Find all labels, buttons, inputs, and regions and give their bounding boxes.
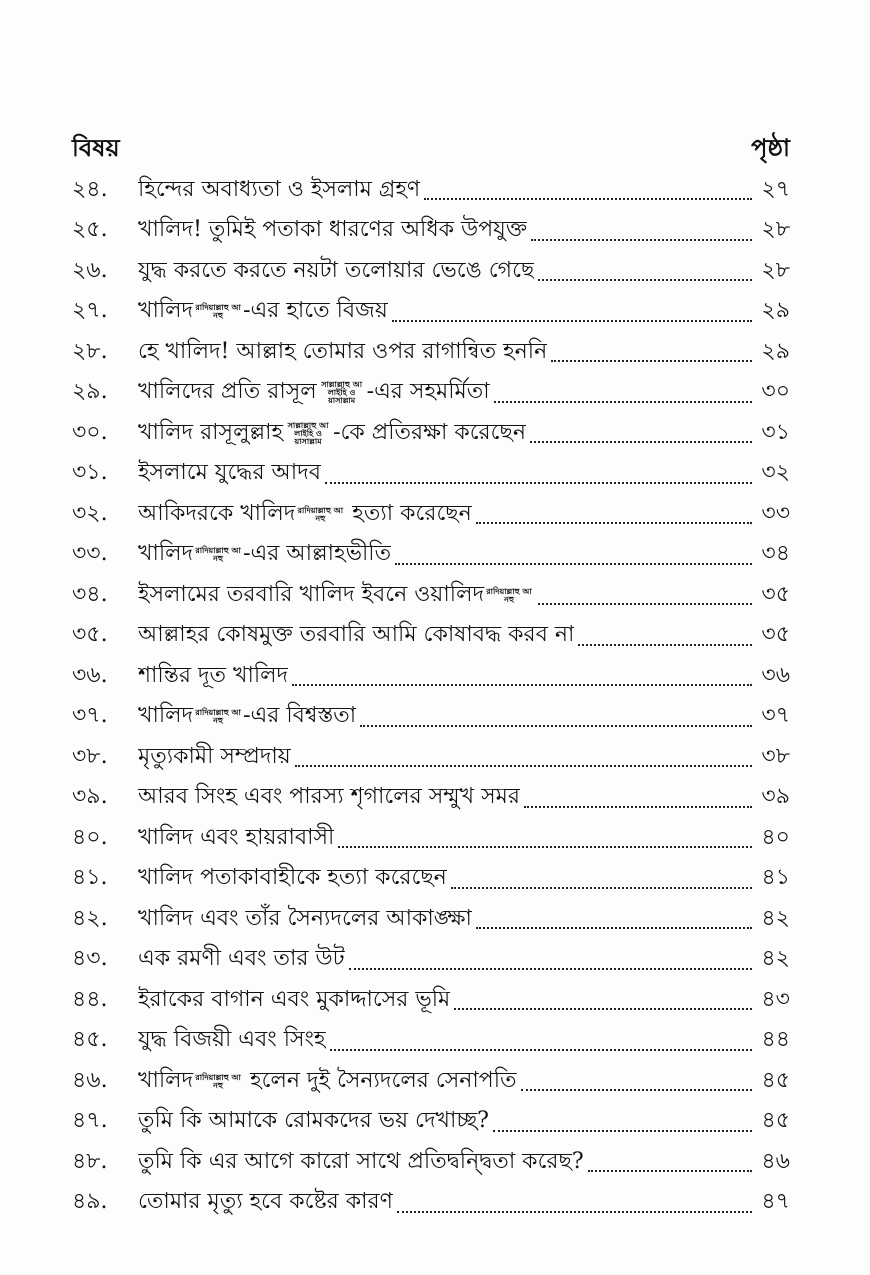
toc-entry (72, 616, 790, 657)
entry-page-number: ৩৮ (761, 743, 790, 769)
entry-title-suffix: হলেন দুই সৈন্যদলের সেনাপতি (243, 1067, 517, 1093)
entry-page-number: ৪০ (761, 824, 790, 850)
entry-title (138, 1063, 517, 1100)
entry-title-text: মৃত্যুকামী সম্প্রদায় (138, 743, 291, 769)
entry-number: ৪৬. (72, 1067, 108, 1093)
entry-page-number: ৪২ (761, 946, 790, 972)
entry-title-suffix: হত্যা করেছেন (345, 500, 472, 526)
entry-title-text: খালিদ এবং তাঁর সৈন্যদলের আকাঙ্ক্ষা (138, 905, 472, 931)
entry-page-number: ৪২ (761, 905, 790, 931)
dot-leader (397, 1193, 752, 1213)
entry-title (138, 293, 388, 330)
toc-entry (72, 940, 790, 981)
entry-number: ২৭. (72, 298, 108, 324)
entry-number: ৪০. (72, 824, 108, 850)
entry-number: ৩৩. (72, 541, 108, 567)
entry-title (138, 617, 574, 654)
dot-leader (392, 302, 752, 322)
honorific-ligature: রাদিয়াল্লাহু আনহু (195, 545, 241, 564)
entry-number: ৩২. (72, 500, 108, 526)
entry-title-text: হিন্দের অবাধ্যতা ও ইসলাম গ্রহণ (138, 176, 421, 202)
toc-entry (72, 575, 790, 616)
entry-title (138, 455, 321, 492)
entry-page-number: ৩৩ (761, 500, 790, 526)
dot-leader (578, 626, 752, 646)
entry-title-suffix: -এর বিশ্বস্ততা (243, 703, 357, 729)
toc-entry (72, 1183, 790, 1224)
toc-header (72, 130, 790, 170)
honorific-ligature: রাদিয়াল্লাহু আনহু (195, 1071, 241, 1090)
entry-title (138, 415, 526, 452)
entry-number: ৪৮. (72, 1148, 108, 1174)
entry-number: ৪৯. (72, 1189, 108, 1215)
dot-leader (588, 1152, 752, 1172)
toc-entry (72, 778, 790, 819)
entry-page-number: ৩৭ (761, 703, 790, 729)
dot-leader (476, 504, 752, 524)
entry-title (138, 1144, 584, 1181)
dot-leader (330, 1031, 752, 1051)
entry-title-text: তুমি কি আমাকে রোমকদের ভয় দেখাচ্ছ? (138, 1108, 489, 1134)
entry-number: ২৯. (72, 379, 108, 405)
dot-leader (538, 585, 752, 605)
entry-page-number: ৩১ (761, 419, 790, 445)
entry-number: ৪২. (72, 905, 108, 931)
dot-leader (538, 261, 752, 281)
entry-number: ৩৯. (72, 784, 108, 810)
entry-page-number: ৩৪ (761, 541, 790, 567)
entry-title (138, 577, 534, 614)
honorific-ligature: রাদিয়াল্লাহু আনহু (486, 585, 532, 604)
entry-title-text: শান্তির দূত খালিদ (138, 662, 289, 688)
dot-leader (338, 828, 752, 848)
entry-title (138, 820, 334, 857)
entry-title (138, 1022, 326, 1059)
dot-leader (531, 221, 752, 241)
entry-page-number: ৪৭ (761, 1189, 790, 1215)
toc-entry (72, 818, 790, 859)
entry-page-number: ২৮ (761, 217, 790, 243)
entry-page-number: ৪৫ (761, 1108, 790, 1134)
entry-page-number: ৩০ (761, 379, 790, 405)
entry-number: ৩০. (72, 419, 108, 445)
toc-entry (72, 1102, 790, 1143)
entry-title (138, 779, 520, 816)
honorific-ligature: রাদিয়াল্লাহু আনহু (195, 707, 241, 726)
dot-leader (360, 707, 752, 727)
entry-title (138, 860, 447, 897)
entry-page-number: ৪১ (761, 865, 790, 891)
entry-title-text: খালিদ (138, 1067, 194, 1093)
toc-entry (72, 656, 790, 697)
dot-leader (524, 788, 752, 808)
entry-title-text: আরব সিংহ এবং পারস্য শৃগালের সম্মুখ সমর (138, 784, 520, 810)
entry-title (138, 739, 291, 776)
toc-entry (72, 170, 790, 211)
entry-title-text: আকিদরকে খালিদ (138, 500, 296, 526)
entry-title (138, 536, 391, 573)
toc-entry (72, 697, 790, 738)
entry-page-number: ২৭ (761, 176, 790, 202)
toc-entry (72, 373, 790, 414)
entry-title-text: ইসলামের তরবারি খালিদ ইবনে ওয়ালিদ (138, 581, 485, 607)
entry-title (138, 982, 450, 1019)
dot-leader (454, 990, 752, 1010)
honorific-ligature: রাদিয়াল্লাহু আনহু (195, 302, 241, 321)
entry-title (138, 658, 288, 695)
entry-title (138, 172, 420, 209)
entry-title (138, 1103, 489, 1140)
honorific-ligature: রাদিয়াল্লাহু আনহু (297, 504, 344, 523)
toc-entry (72, 1142, 790, 1183)
entry-title-text: খালিদ (138, 703, 194, 729)
toc-entry (72, 211, 790, 252)
entry-title (138, 1184, 393, 1221)
entry-page-number: ৪৩ (761, 986, 790, 1012)
entry-number: ৪৪. (72, 986, 108, 1012)
dot-leader (395, 545, 752, 565)
subject-heading: বিষয় (72, 133, 120, 162)
entry-number: ৩১. (72, 460, 108, 486)
dot-leader (476, 909, 752, 929)
entry-title (138, 253, 534, 290)
entry-title (138, 496, 472, 533)
dot-leader (494, 383, 752, 403)
entry-title-suffix: -এর সহমর্মিতা (366, 379, 490, 405)
entry-number: ৪৫. (72, 1027, 108, 1053)
toc-entry (72, 454, 790, 495)
dot-leader (349, 950, 752, 970)
entry-title (138, 698, 356, 735)
dot-leader (530, 423, 752, 443)
toc-entry (72, 859, 790, 900)
toc-entry (72, 899, 790, 940)
entry-title-text: যুদ্ধ বিজয়ী এবং সিংহ (138, 1027, 326, 1053)
entry-title-text: খালিদ! তুমিই পতাকা ধারণের অধিক উপযুক্ত (138, 217, 528, 243)
honorific-ligature: সাল্লাল্লাহু আলাইহি ওয়াসাল্লাম (287, 419, 329, 446)
entry-title (138, 374, 490, 411)
toc-entry (72, 737, 790, 778)
entry-page-number: ৩৫ (761, 581, 790, 607)
entry-number: ৩৮. (72, 743, 108, 769)
page-heading: পৃষ্ঠা (751, 133, 790, 162)
entry-page-number: ৪৬ (761, 1148, 790, 1174)
honorific-ligature: সাল্লাল্লাহু আলাইহি ওয়াসাল্লাম (321, 379, 363, 406)
entry-number: ৩৬. (72, 662, 108, 688)
entry-number: ৪৩. (72, 946, 108, 972)
entry-title (138, 334, 547, 371)
entry-number: ৪৭. (72, 1108, 108, 1134)
dot-leader (551, 342, 752, 362)
entry-number: ৩৪. (72, 581, 108, 607)
toc-entry (72, 535, 790, 576)
dot-leader (325, 464, 752, 484)
entry-number: ২৬. (72, 257, 108, 283)
entry-number: ৩৫. (72, 622, 108, 648)
entry-title (138, 901, 472, 938)
dot-leader (493, 1112, 752, 1132)
entry-page-number: ৩৬ (761, 662, 790, 688)
entry-number: ২৪. (72, 176, 108, 202)
entry-title-text: ইরাকের বাগান এবং মুকাদ্দাসের ভূমি (138, 986, 451, 1012)
entry-page-number: ২৯ (761, 298, 790, 324)
entry-title-text: খালিদ (138, 298, 194, 324)
entry-title-text: হে খালিদ! আল্লাহ তোমার ওপর রাগান্বিত হননি (138, 338, 548, 364)
entry-number: ২৮. (72, 338, 108, 364)
entry-title-text: আল্লাহর কোষমুক্ত তরবারি আমি কোষাবদ্ধ করব না (138, 622, 575, 648)
entry-page-number: ২৮ (761, 257, 790, 283)
toc-entry (72, 413, 790, 454)
entry-title (138, 212, 527, 249)
dot-leader (521, 1071, 752, 1091)
entry-title-text: এক রমণী এবং তার উট (138, 946, 345, 972)
entry-number: ৩৭. (72, 703, 108, 729)
toc-entry (72, 1021, 790, 1062)
entry-title-suffix: -এর আল্লাহভীতি (243, 541, 392, 567)
entry-title-suffix: -কে প্রতিরক্ষা করেছেন (333, 419, 526, 445)
entry-title (138, 941, 345, 978)
entry-title-text: তুমি কি এর আগে কারো সাথে প্রতিদ্বন্দ্বিতা করেছ? (138, 1148, 584, 1174)
entry-page-number: ২৯ (761, 338, 790, 364)
entry-number: ২৫. (72, 217, 108, 243)
dot-leader (451, 869, 752, 889)
entry-title-text: খালিদ এবং হায়রাবাসী (138, 824, 335, 850)
dot-leader (292, 666, 752, 686)
dot-leader (424, 180, 752, 200)
toc-entry (72, 251, 790, 292)
toc-entry (72, 980, 790, 1021)
entry-title-text: খালিদ রাসূলুল্লাহ (138, 419, 284, 445)
toc-entry (72, 494, 790, 535)
entry-page-number: ৩৯ (761, 784, 790, 810)
entry-title-text: খালিদের প্রতি রাসূল (138, 379, 317, 405)
dot-leader (295, 747, 752, 767)
entry-page-number: ৪৫ (761, 1067, 790, 1093)
entry-title-text: ইসলামে যুদ্ধের আদব (138, 460, 322, 486)
entry-page-number: ৩৫ (761, 622, 790, 648)
entry-page-number: ৪৪ (761, 1027, 790, 1053)
toc-entry (72, 1061, 790, 1102)
entry-title-text: খালিদ (138, 541, 194, 567)
entry-title-text: যুদ্ধ করতে করতে নয়টা তলোয়ার ভেঙে গেছে (138, 257, 535, 283)
entry-title-suffix: -এর হাতে বিজয় (243, 298, 388, 324)
toc-entry (72, 332, 790, 373)
table-of-contents (72, 170, 790, 1223)
toc-entry (72, 292, 790, 333)
entry-title-text: তোমার মৃত্যু হবে কষ্টের কারণ (138, 1189, 393, 1215)
entry-number: ৪১. (72, 865, 108, 891)
entry-page-number: ৩২ (761, 460, 790, 486)
entry-title-text: খালিদ পতাকাবাহীকে হত্যা করেছেন (138, 865, 447, 891)
